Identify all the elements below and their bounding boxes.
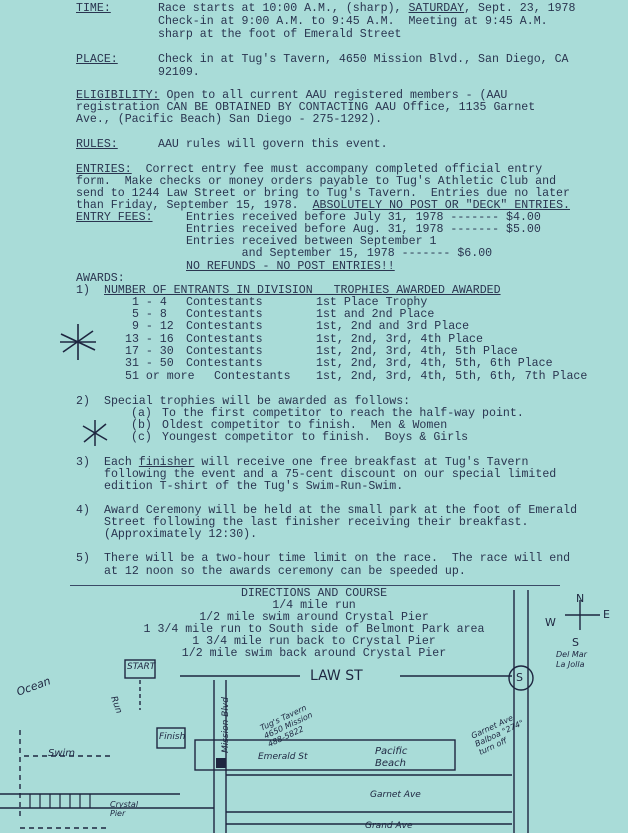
- map-tugs-label: Tug's Tavern 4650 Mission 488-5822: [258, 703, 315, 749]
- awards-item-2-text: Special trophies will be awarded as follows:: [104, 395, 411, 408]
- compass-s-label: S: [572, 636, 579, 649]
- division-trophies: 1st, 2nd, 3rd, 4th, 5th Place: [316, 345, 518, 358]
- map-ocean-label: Ocean: [14, 674, 53, 699]
- map-grand-ave-label: Grand Ave: [365, 821, 413, 831]
- division-trophies: 1st, 2nd, 3rd, 4th, 5th, 6th Place: [316, 357, 553, 370]
- rules-text: AAU rules will govern this event.: [158, 138, 388, 151]
- division-trophies: 1st, 2nd, 3rd, 4th Place: [316, 333, 483, 346]
- awards-item-2-num: 2): [76, 395, 90, 408]
- division-trophies: 1st, 2nd, 3rd, 4th, 5th, 6th, 7th Place: [316, 370, 588, 383]
- compass-e-label: E: [603, 608, 610, 621]
- map-law-st-label: LAW ST: [310, 668, 363, 684]
- awards-item-3-line-2: following the event and a 75-cent discount on our special limited: [104, 468, 557, 481]
- asterisk-mark-icon: [80, 418, 110, 448]
- division-trophies: 1st Place Trophy: [316, 296, 428, 309]
- place-line-2: 92109.: [158, 66, 200, 79]
- awards-item-4-line-1: Award Ceremony will be held at the small park at the foot of Emerald: [104, 504, 578, 517]
- directions-step: 1/4 mile run: [272, 599, 356, 612]
- map-start-label: START: [127, 662, 156, 672]
- compass-w-label: W: [545, 616, 556, 629]
- place-line-1: Check in at Tug's Tavern, 4650 Mission Blvd., San Diego, CA: [158, 53, 569, 66]
- entry-fee-line-4: and September 15, 1978 ------- $6.00: [186, 247, 493, 260]
- special-letter: (b): [131, 419, 152, 432]
- map-mission-blvd-label: Mission Blvd: [220, 697, 231, 753]
- entry-fees-label: ENTRY FEES:: [76, 211, 153, 224]
- special-letter: (a): [131, 407, 152, 420]
- awards-label: AWARDS:: [76, 272, 125, 285]
- division-range: 1 - 4: [132, 296, 167, 309]
- awards-item-3-line-1: Each finisher will receive one free breakfast at Tug's Tavern: [104, 456, 529, 469]
- eligibility-line-2: registration CAN BE OBTAINED BY CONTACTING AAU Office, 1135 Garnet: [76, 101, 536, 114]
- division-range: 13 - 16: [125, 333, 174, 346]
- division-range: 17 - 30: [125, 345, 174, 358]
- division-unit: Contestants: [186, 357, 263, 370]
- awards-item-5-line-1: There will be a two-hour time limit on the race. The race will end: [104, 552, 571, 565]
- rules-label: RULES:: [76, 138, 118, 151]
- division-unit: Contestants: [186, 345, 263, 358]
- division-range: 51 or more: [125, 370, 195, 383]
- awards-item-4-line-2: Street following the last finisher receiving their breakfast.: [104, 516, 529, 529]
- eligibility-line-1: ELIGIBILITY: Open to all current AAU registered members - (AAU: [76, 89, 508, 102]
- division-unit: Contestants: [186, 296, 263, 309]
- time-line-3: sharp at the foot of Emerald Street: [158, 28, 402, 41]
- entry-fee-line-2: Entries received before Aug. 31, 1978 ------- $5.00: [186, 223, 541, 236]
- eligibility-line-3: Ave., (Pacific Beach) San Diego - 275-1292).: [76, 113, 383, 126]
- map-garnet-note: Garnet Ave Balboa "274" turn off: [469, 713, 526, 757]
- division-trophies: 1st, 2nd and 3rd Place: [316, 320, 470, 333]
- directions-step: 1/2 mile swim back around Crystal Pier: [181, 647, 447, 660]
- entries-line-1: ENTRIES: Correct entry fee must accompany completed official entry: [76, 163, 543, 176]
- directions-step: 1 3/4 mile run back to Crystal Pier: [192, 635, 436, 648]
- division-trophies: 1st and 2nd Place: [316, 308, 435, 321]
- entry-fee-line-1: Entries received before July 31, 1978 ------- $4.00: [186, 211, 541, 224]
- place-label: PLACE:: [76, 53, 118, 66]
- map-delmar-label: Del Mar La Jolla: [556, 650, 587, 669]
- map-run-label: Run: [108, 694, 124, 716]
- time-label: TIME:: [76, 2, 111, 15]
- division-unit: Contestants: [186, 308, 263, 321]
- awards-item-1-num: 1): [76, 284, 90, 297]
- directions-step: 1/2 mile swim around Crystal Pier: [199, 611, 429, 624]
- division-range: 5 - 8: [132, 308, 167, 321]
- directions-step: 1 3/4 mile run to South side of Belmont Park area: [143, 623, 485, 636]
- entries-line-4: than Friday, September 15, 1978. ABSOLUTELY NO POST OR "DECK" ENTRIES.: [76, 199, 570, 212]
- awards-item-4-num: 4): [76, 504, 90, 517]
- entries-line-2: form. Make checks or money orders payable to Tug's Athletic Club and: [76, 175, 557, 188]
- map-s-circle-label: S: [516, 671, 523, 684]
- division-range: 31 - 50: [125, 357, 174, 370]
- time-line-2: Check-in at 9:00 A.M. to 9:45 A.M. Meeting at 9:45 A.M.: [158, 15, 548, 28]
- special-text: Oldest competitor to finish. Men & Women: [162, 419, 448, 432]
- special-text: Youngest competitor to finish. Boys & Girls: [162, 431, 469, 444]
- awards-table-header: NUMBER OF ENTRANTS IN DIVISION TROPHIES AWARDED AWARDED: [104, 284, 501, 297]
- awards-item-3-num: 3): [76, 456, 90, 469]
- awards-item-5-num: 5): [76, 552, 90, 565]
- map-swim-label: Swim: [48, 748, 76, 759]
- map-emerald-st-label: Emerald St: [258, 752, 308, 762]
- map-finish-label: Finish: [159, 732, 186, 742]
- asterisk-mark-icon: [58, 322, 98, 362]
- map-pacific-beach-label: Pacific Beach: [375, 746, 408, 769]
- compass-n-label: N: [576, 592, 585, 605]
- awards-item-4-line-3: (Approximately 12:30).: [104, 528, 258, 541]
- special-text: To the first competitor to reach the half-way point.: [162, 407, 524, 420]
- awards-item-5-line-2: at 12 noon so the awards ceremony can be speeded up.: [104, 565, 466, 578]
- awards-item-3-line-3: edition T-shirt of the Tug's Swim-Run-Swim.: [104, 480, 404, 493]
- tavern-marker: [216, 758, 226, 768]
- map-garnet-ave-label: Garnet Ave: [370, 790, 421, 800]
- entry-fee-line-3: Entries received between September 1: [186, 235, 437, 248]
- directions-title: DIRECTIONS AND COURSE: [240, 587, 388, 600]
- course-map: [0, 580, 628, 833]
- no-refunds-notice: NO REFUNDS - NO POST ENTRIES!!: [186, 260, 395, 273]
- division-unit: Contestants: [186, 333, 263, 346]
- division-unit: Contestants: [214, 370, 291, 383]
- time-line-1: Race starts at 10:00 A.M., (sharp), SATURDAY, Sept. 23, 1978: [158, 2, 576, 15]
- division-range: 9 - 12: [132, 320, 174, 333]
- division-unit: Contestants: [186, 320, 263, 333]
- special-letter: (c): [131, 431, 152, 444]
- map-crystal-pier-label: Crystal Pier: [110, 800, 139, 818]
- entries-line-3: send to 1244 Law Street or bring to Tug's Tavern. Entries due no later: [76, 187, 570, 200]
